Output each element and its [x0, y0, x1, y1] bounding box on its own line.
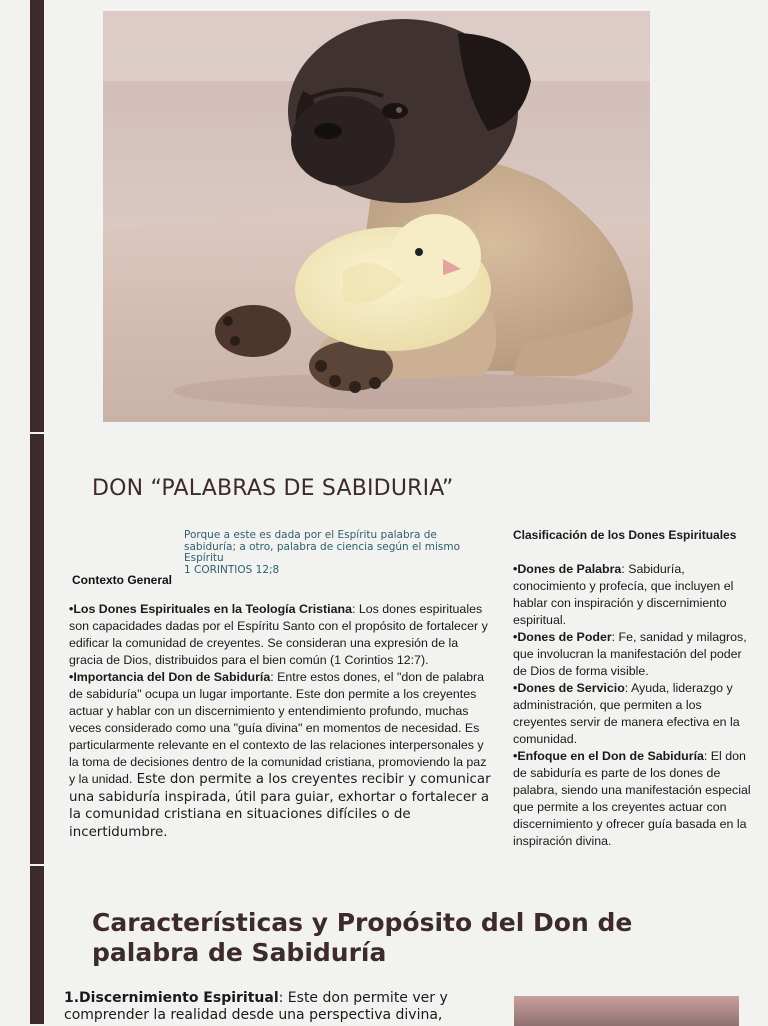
item-term: •Dones de Servicio — [513, 681, 625, 695]
quote-reference: 1 CORINTIOS 12;8 — [184, 563, 280, 576]
item-text: : El don de sabiduría es parte de los dones de palabra, siendo una manifestación especial que permite a los creyentes actuar con discernimiento y ofrecer guía basada en la inspiración divina. — [513, 749, 751, 848]
slide-divider — [30, 864, 44, 866]
item-text: : Este don permite ver y comprender la realidad desde una perspectiva divina, — [64, 990, 448, 1023]
pug-puppy-with-chick-photo — [103, 11, 650, 422]
context-heading: Contexto General — [72, 573, 173, 587]
item-extra-text: Este don permite a los creyentes recibir y comunicar una sabiduría inspirada, útil para guiar, exhortar o fortalecer a la comunidad cristiana en situaciones difíciles o de incertidumbre. — [69, 772, 491, 840]
item-term: •Dones de Palabra — [513, 562, 622, 576]
item-term: •Los Dones Espirituales en la Teología Cristiana — [69, 602, 352, 616]
quote-text: Porque a este es dada por el Espíritu palabra de sabiduría; a otro, palabra de ciencia según el mismo Espíritu — [184, 529, 461, 564]
slide-image — [514, 996, 739, 1026]
classification-heading: Clasificación de los Dones Espirituales — [513, 528, 737, 542]
pug-puppy-with-chick-icon — [103, 11, 650, 422]
slide-title: DON “PALABRAS DE SABIDURIA” — [92, 476, 454, 501]
item-term: •Enfoque en el Don de Sabiduría — [513, 749, 704, 763]
characteristics-body — [64, 990, 484, 1024]
item-term: 1.Discernimiento Espiritual — [64, 990, 279, 1006]
list-item — [513, 748, 758, 850]
list-item — [69, 669, 494, 841]
list-item — [513, 680, 758, 748]
context-body — [69, 601, 494, 865]
list-item — [69, 601, 494, 669]
item-text: : Los dones espirituales son capacidades dadas por el Espíritu Santo con el propósito de fortalecer y edificar la comunidad de creyentes. Se consideran una expresión de la gracia de Dios, distribuidos para el bien común (1 Corintios 12:7). — [69, 602, 488, 667]
bible-quote — [184, 530, 484, 576]
classification-column — [513, 527, 758, 850]
slide-divider — [30, 432, 44, 434]
item-text: : Fe, sanidad y milagros, que involucran la manifestación del poder de Dios de forma visible. — [513, 630, 747, 678]
left-accent-bar — [30, 0, 44, 1024]
item-term: •Importancia del Don de Sabiduría — [69, 670, 271, 684]
list-item — [513, 561, 758, 629]
item-term: •Dones de Poder — [513, 630, 612, 644]
item-text: : Ayuda, liderazgo y administración, que permiten a los creyentes servir de manera efectiva en la comunidad. — [513, 681, 740, 746]
list-item — [513, 629, 758, 680]
slide-title: Características y Propósito del Don de palabra de Sabiduría — [92, 908, 633, 967]
item-text: : Sabiduría, conocimiento y profecía, que incluyen el hablar con inspiración y discernimiento espiritual. — [513, 562, 734, 627]
item-text: : Entre estos dones, el "don de palabra de sabiduría" ocupa un lugar importante. Este don permite a los creyentes actuar y hablar con un discernimiento y entendimiento profundo, muchas veces considerado como una "guía divina" en momentos de necesidad. Es particularmente relevante en el contexto de las relaciones interpersonales y la toma de decisiones dentro de la comunidad cristiana, promoviendo la paz y la unidad. — [69, 670, 487, 786]
list-item — [64, 990, 484, 1024]
